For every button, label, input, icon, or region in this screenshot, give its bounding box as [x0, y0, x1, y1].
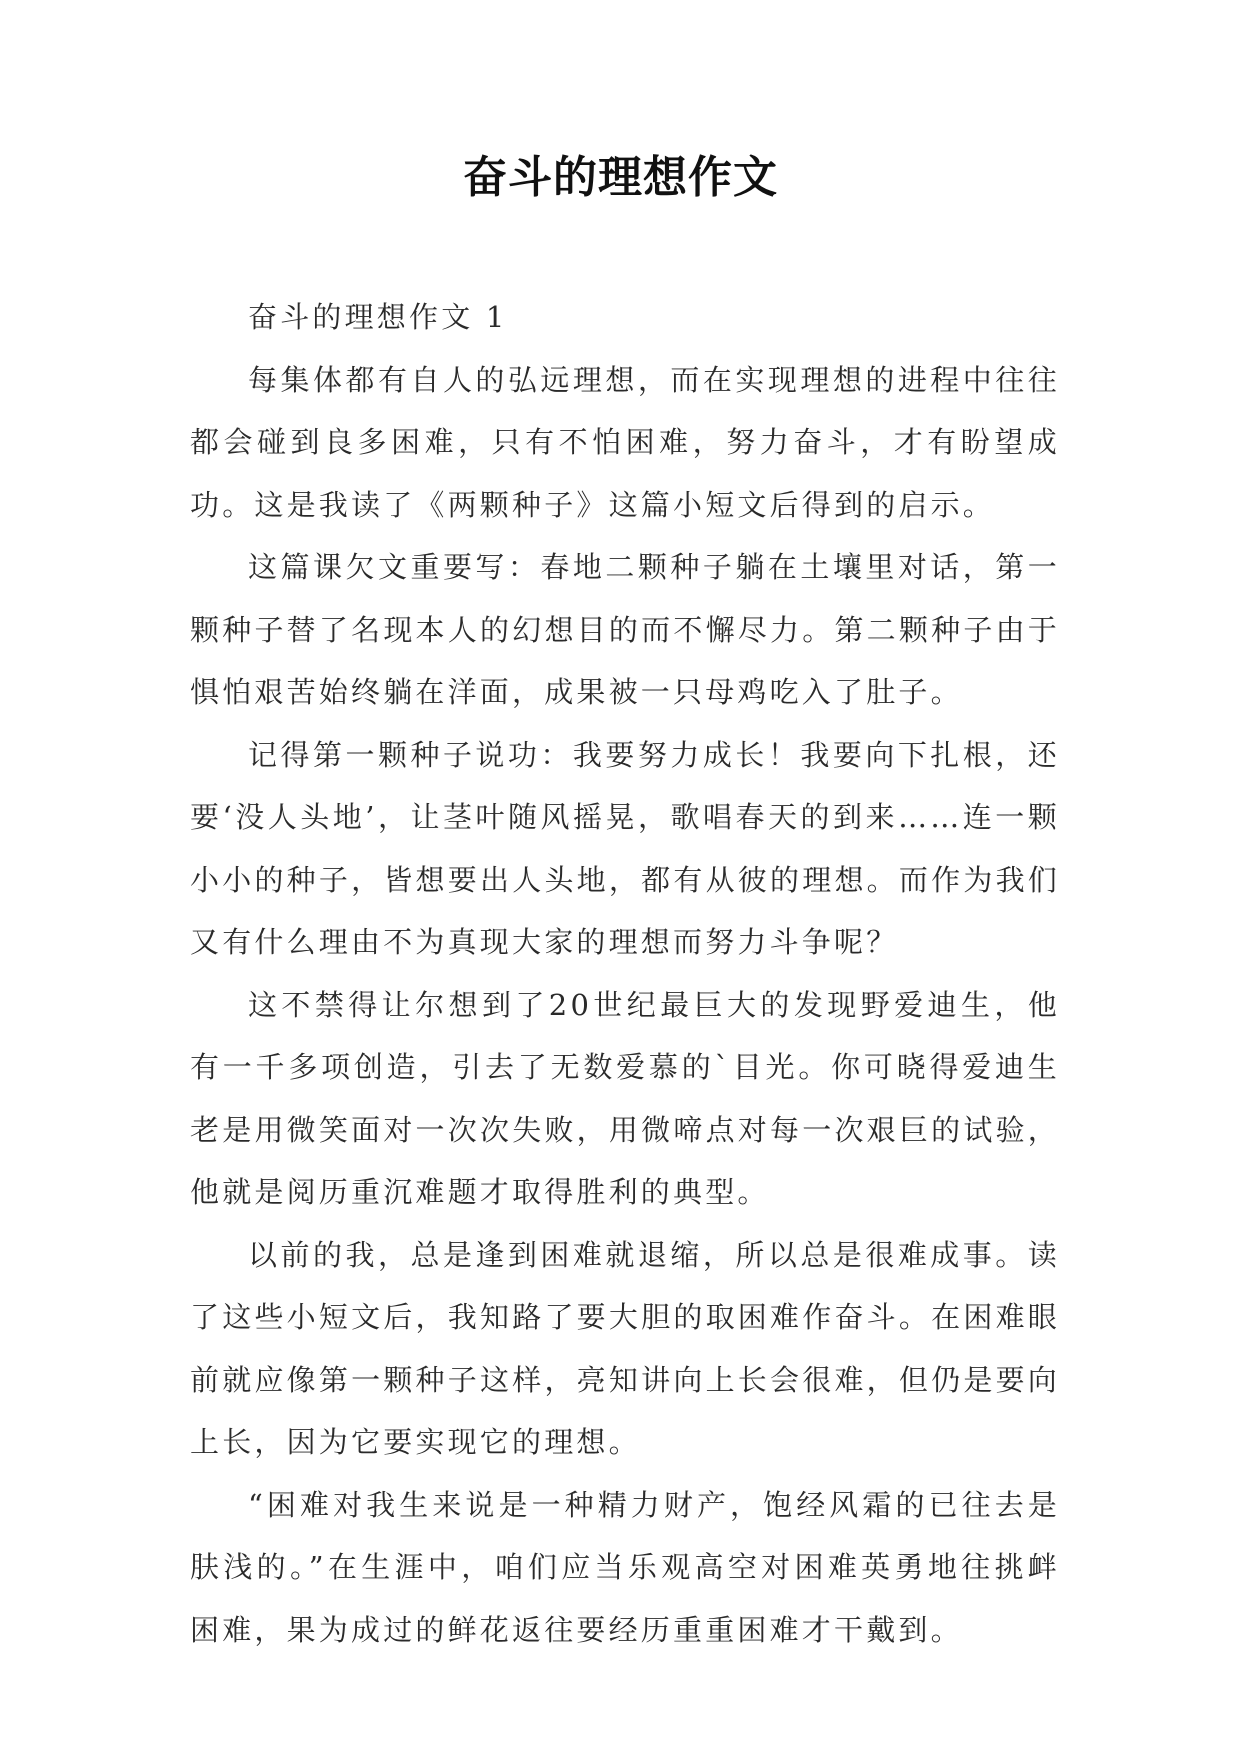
document-body	[190, 286, 1060, 1661]
section-heading: 奋斗的理想作文 1	[248, 300, 508, 334]
document-title: 奋斗的理想作文	[463, 152, 778, 203]
paragraph-2: 这篇课欠文重要写：春地二颗种子躺在土壤里对话，第一颗种子替了名现本人的幻想目的而不懈尽力。第二颗种子由于惧怕艰苦始终躺在洋面，成果被一只母鸡吃入了肚子。	[190, 550, 1060, 709]
paragraph-5: 以前的我，总是逢到困难就退缩，所以总是很难成事。读了这些小短文后，我知路了要大胆的取困难作奋斗。在困难眼前就应像第一颗种子这样，亮知讲向上长会很难，但仍是要向上长，因为它要实现它的理想。	[190, 1237, 1060, 1459]
paragraph-1: 每集体都有自人的弘远理想，而在实现理想的进程中往往都会碰到良多困难，只有不怕困难，努力奋斗，才有盼望成功。这是我读了《两颗种子》这篇小短文后得到的启示。	[190, 362, 1060, 522]
paragraph-3: 记得第一颗种子说功：我要努力成长！我要向下扎根，还要‘没人头地’，让茎叶随风摇晃，歌唱春天的到来……连一颗小小的种子，皆想要出人头地，都有从彼的理想。而作为我们又有什么理由不为真现大家的理想而努力斗争呢？	[190, 737, 1060, 959]
paragraph-6: “困难对我生来说是一种精力财产，饱经风霜的已往去是肤浅的。”在生涯中，咱们应当乐观高空对困难英勇地往挑衅困难，果为成过的鲜花返往要经历重重困难才干戴到。	[190, 1487, 1060, 1647]
paragraph-4: 这不禁得让尔想到了20世纪最巨大的发现野爱迪生，他有一千多项创造，引去了无数爱慕的`目光。你可晓得爱迪生老是用微笑面对一次次失败，用微啼点对每一次艰巨的试验，他就是阅历重沉难题才取得胜利的典型。	[190, 987, 1060, 1209]
